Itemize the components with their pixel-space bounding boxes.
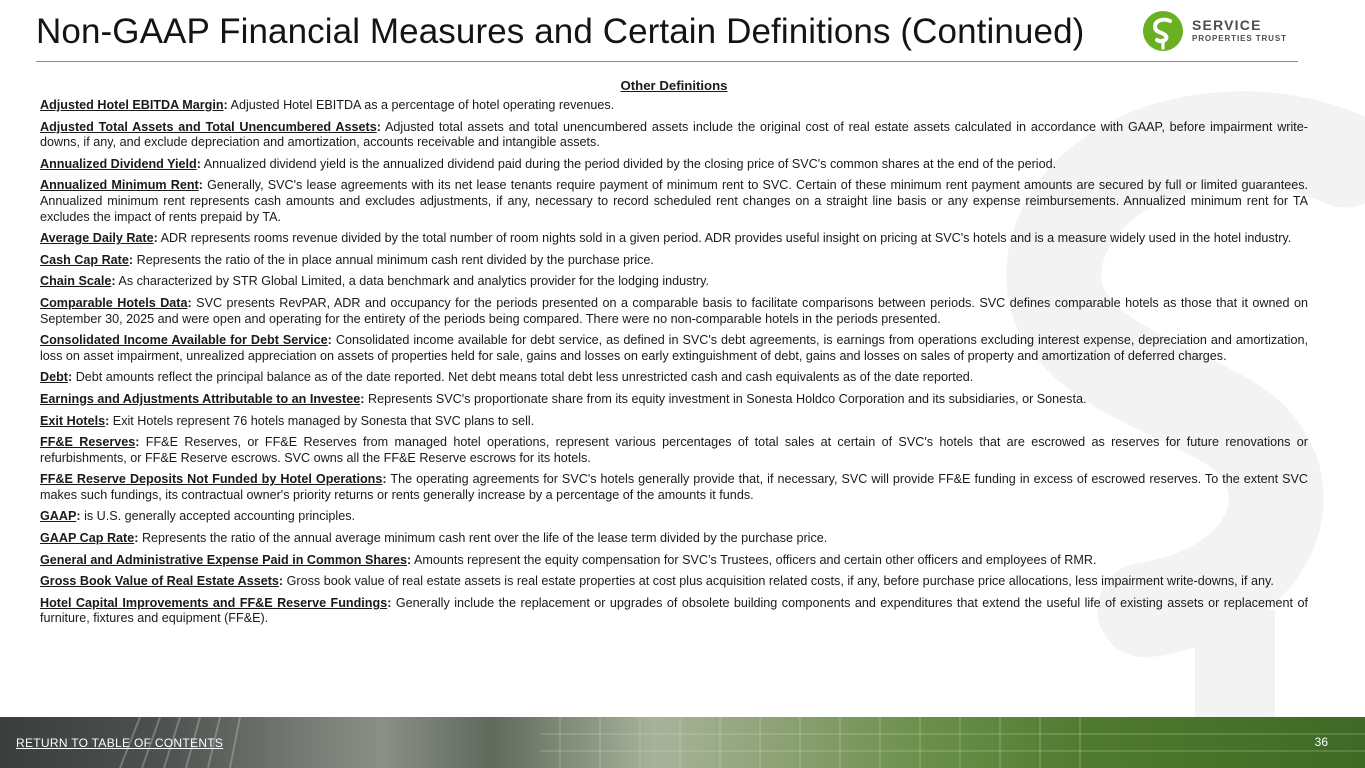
definition-item xyxy=(40,157,1308,173)
definition-text: Annualized dividend yield is the annualized dividend paid during the period divided by the closing price of SVC's common shares at the end of the period. xyxy=(200,156,1057,171)
definition-item xyxy=(40,435,1308,466)
definition-term: FF&E Reserve Deposits Not Funded by Hotel Operations xyxy=(40,472,383,487)
definition-term: Gross Book Value of Real Estate Assets xyxy=(40,574,279,589)
definition-term: Adjusted Hotel EBITDA Margin xyxy=(40,98,224,112)
definition-term: Earnings and Adjustments Attributable to an Investee xyxy=(40,391,361,406)
definition-text: Adjusted total assets and total unencumbered assets include the original cost of real estate assets calculated in accordance with GAAP, before impairment write-downs, if any, and exclude depreciation and amortization, accounts receivable and intangible assets. xyxy=(40,119,1308,150)
definition-colon: : xyxy=(135,435,140,450)
svc-logo-icon xyxy=(1142,10,1184,52)
definition-term: Chain Scale xyxy=(40,274,112,289)
definition-text: Exit Hotels represent 76 hotels managed by Sonesta that SVC plans to sell. xyxy=(109,413,535,428)
definition-text: Gross book value of real estate assets is real estate properties at cost plus acquisition related costs, if any, before purchase price allocations, less impairment write-downs, if any. xyxy=(283,574,1274,589)
definition-item xyxy=(40,414,1308,430)
page-number: 36 xyxy=(1314,735,1328,749)
section-heading: Other Definitions xyxy=(620,78,728,93)
definition-text: Represents the ratio of the in place annual minimum cash rent divided by the purchase price. xyxy=(133,252,654,267)
definition-text: is U.S. generally accepted accounting principles. xyxy=(80,509,356,524)
definition-item xyxy=(40,253,1308,269)
definition-term: GAAP xyxy=(40,509,77,524)
definition-colon: : xyxy=(76,509,81,524)
page-title: Non-GAAP Financial Measures and Certain Definitions (Continued) xyxy=(36,12,1085,51)
definition-colon: : xyxy=(360,391,365,406)
definition-colon: : xyxy=(153,231,158,246)
definition-item xyxy=(40,531,1308,547)
definition-text: The operating agreements for SVC's hotels generally provide that, if necessary, SVC will provide FF&E funding in excess of escrowed reserves. To the extent SVC makes such fundings, its contractual owner's priority returns or rents generally increase by a percentage of the amounts it funds. xyxy=(40,472,1309,502)
definition-text: Adjusted Hotel EBITDA as a percentage of hotel operating revenues. xyxy=(227,98,615,112)
definition-text: ADR represents rooms revenue divided by the total number of room nights sold in a given period. ADR provides useful insight on pricing at SVC's hotels and is a measure widely used in the hotel industry. xyxy=(157,231,1292,246)
definition-text: Represents SVC's proportionate share from its equity investment in Sonesta Holdco Corporation and its subsidiaries, or Sonesta. xyxy=(364,391,1087,406)
logo-text-properties-trust: PROPERTIES TRUST xyxy=(1192,34,1287,43)
definition-item xyxy=(40,553,1308,569)
definition-term: General and Administrative Expense Paid in Common Shares xyxy=(40,552,407,567)
definition-term: Adjusted Total Assets and Total Unencumbered Assets xyxy=(40,119,377,134)
definition-term: Annualized Minimum Rent xyxy=(40,178,199,193)
definition-colon: : xyxy=(187,295,192,310)
definition-item xyxy=(40,120,1308,151)
logo-text-service: SERVICE xyxy=(1192,17,1262,33)
definition-text: Consolidated income available for debt service, as defined in SVC's debt agreements, is earnings from operations excluding interest expense, depreciation and amortization, loss on asset impairment, unrealized appreciation on assets of properties held for sale, gains and losses on early extinguishment of debt, gains and losses on sales of property and amortization of deferred charges. xyxy=(40,333,1308,363)
definition-term: Cash Cap Rate xyxy=(40,252,129,267)
definition-colon: : xyxy=(278,574,284,589)
definition-text: Represents the ratio of the annual average minimum cash rent over the life of the lease term divided by the purchase price. xyxy=(138,531,828,546)
definition-term: Average Daily Rate xyxy=(40,231,154,246)
definition-colon: : xyxy=(406,552,412,567)
definitions-list xyxy=(40,98,1308,627)
definition-term: FF&E Reserves xyxy=(40,435,136,450)
definition-colon: : xyxy=(111,274,116,289)
definition-colon: : xyxy=(198,178,203,193)
return-to-toc-link[interactable]: RETURN TO TABLE OF CONTENTS xyxy=(16,736,224,750)
definition-colon: : xyxy=(128,252,134,267)
definition-colon: : xyxy=(196,156,201,171)
definition-item xyxy=(40,98,1308,114)
definition-text: Amounts represent the equity compensation for SVC’s Trustees, officers and certain other officers and employees of RMR. xyxy=(411,552,1097,567)
footer-bar xyxy=(0,717,1365,768)
definition-text: FF&E Reserves, or FF&E Reserves from managed hotel operations, represent various percentages of total sales at certain of SVC's hotels that are escrowed as reserves for future renovations or refurbishments, or FF&E Reserve escrows. SVC owns all the FF&E Reserve escrows for its hotels. xyxy=(40,435,1308,465)
definition-item xyxy=(40,392,1308,408)
definition-item xyxy=(40,231,1308,247)
definition-colon: : xyxy=(134,531,139,546)
definition-term: Debt xyxy=(40,370,68,385)
definition-term: Annualized Dividend Yield xyxy=(40,156,197,171)
definition-term: Exit Hotels xyxy=(40,413,106,428)
definition-colon: : xyxy=(223,98,228,112)
definition-item xyxy=(40,596,1308,627)
definition-text: Generally, SVC's lease agreements with its net lease tenants require payment of minimum rent to SVC. Certain of these minimum rent payment amounts are secured by full or limited guarantees. Annualized minimum rent represents cash amounts and excludes adjustments, if any, necessary to record scheduled rent changes on a straight line basis or any expense reimbursements. Annualized minimum rent for TA excludes the impact of rents prepaid by TA. xyxy=(40,178,1308,224)
definition-text: Debt amounts reflect the principal balance as of the date reported. Net debt means total debt less unrestricted cash and cash equivalents as of the date reported. xyxy=(72,370,974,385)
definition-item xyxy=(40,333,1308,364)
title-divider xyxy=(36,61,1298,62)
definition-item xyxy=(40,178,1308,225)
definition-term: Consolidated Income Available for Debt Service xyxy=(40,333,328,348)
definition-colon: : xyxy=(68,370,73,385)
definition-item xyxy=(40,370,1308,386)
definition-term: Comparable Hotels Data xyxy=(40,295,188,310)
definition-item xyxy=(40,296,1308,327)
definition-colon: : xyxy=(105,413,110,428)
definition-colon: : xyxy=(327,333,332,348)
definition-text: SVC presents RevPAR, ADR and occupancy for the periods presented on a comparable basis to facilitate comparisons between periods. SVC defines comparable hotels as those that it owned on September 30, 2025 and were open and operating for the entirety of the periods being compared. There were no non-comparable hotels in the periods presented. xyxy=(40,295,1308,326)
definition-colon: : xyxy=(382,472,387,487)
definition-term: Hotel Capital Improvements and FF&E Reserve Fundings xyxy=(40,595,388,610)
definition-item xyxy=(40,509,1308,525)
definition-item xyxy=(40,274,1308,290)
definition-text: As characterized by STR Global Limited, a data benchmark and analytics provider for the lodging industry. xyxy=(115,274,709,289)
definition-colon: : xyxy=(376,119,381,134)
definition-term: GAAP Cap Rate xyxy=(40,531,135,546)
definitions-panel xyxy=(40,78,1308,633)
company-logo xyxy=(1142,10,1302,54)
definition-text: Generally include the replacement or upgrades of obsolete building components and expenditures that extend the useful life of existing assets or replacement of furniture, fixtures and equipment (FF&E). xyxy=(40,595,1308,626)
definition-item xyxy=(40,472,1308,503)
definition-colon: : xyxy=(387,595,392,610)
definition-item xyxy=(40,574,1308,590)
